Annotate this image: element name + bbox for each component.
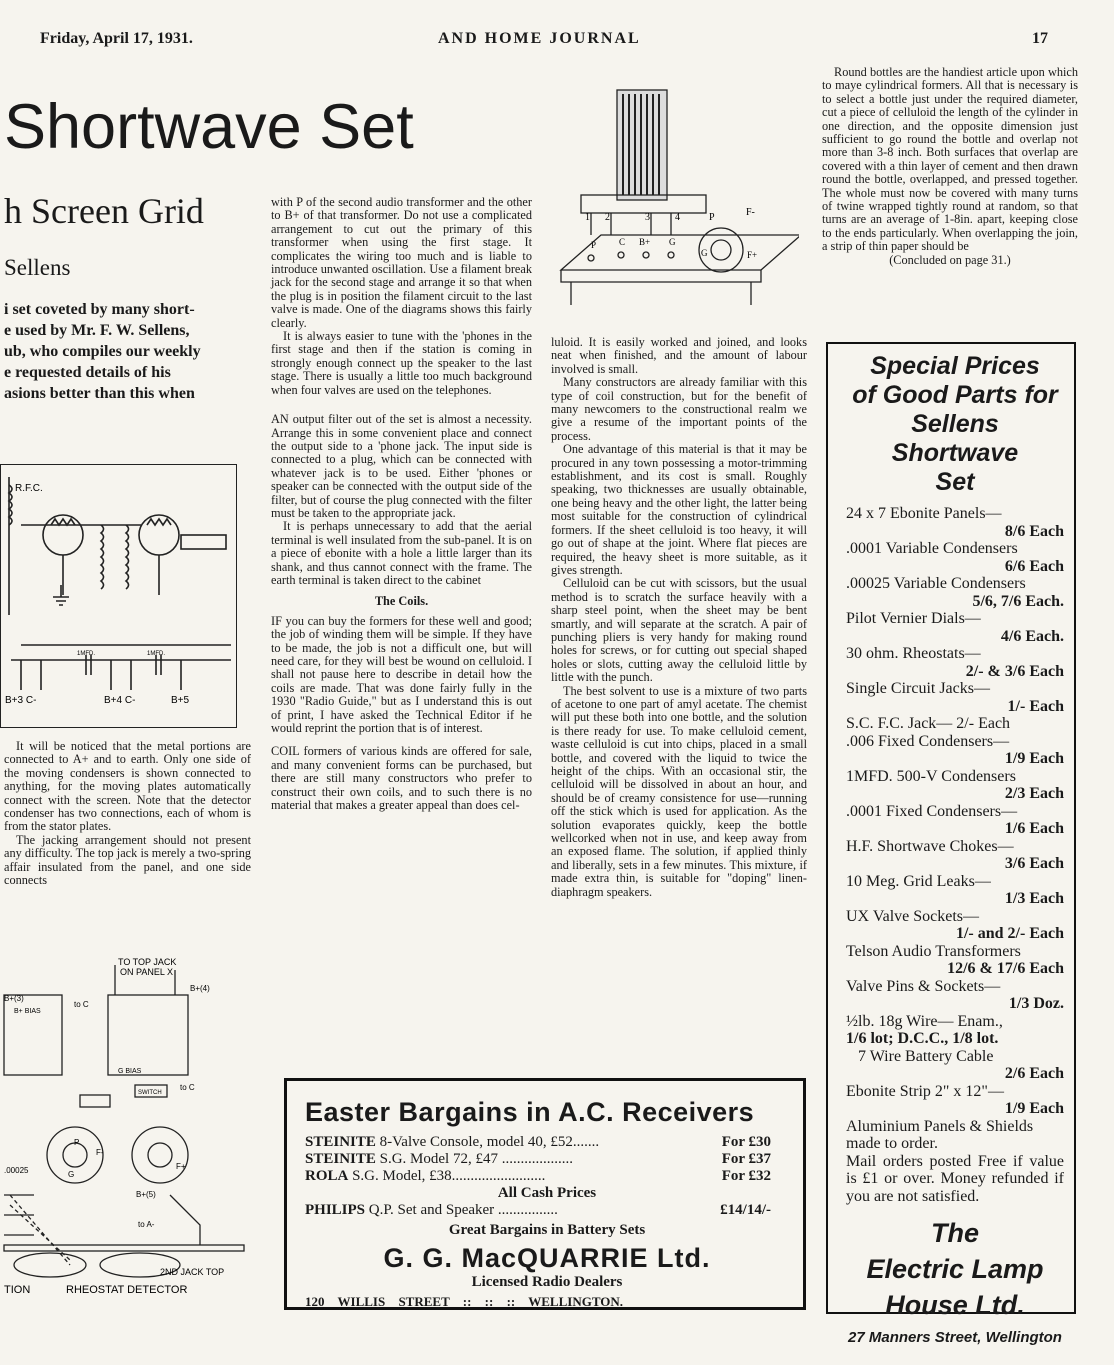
- paragraph: It will be noticed that the metal portions are connected to A+ and to earth. Only one side of the moving condensers is shown connected to anything, for the moving plates automatically connect with the screen. Note that the detector condenser has two connections, each of whom is from the stator plates.: [4, 739, 251, 834]
- paragraph: Round bottles are the handiest article upon which to maye cylindrical formers. All that is necessary is to select a bottle just under the required diameter, cut a piece of celluloid the length of the cylinder in one direction, and the opposite dimension just sufficient to go round the bottle and overlap not more than 3-8 inch. Both surfaces that overlap are covered with a thin layer of cement and then drawn round the bottle, overlapped, and pressed together. The whole must now be covered with many turns of twine wrapped tightly round at random, so that turns are an average of 1-8in. apart, keeping close to the ends particularly. When overlapping the join, a strip of thin paper should be: [822, 65, 1078, 254]
- cable-item: 7 Wire Battery Cable: [858, 1047, 994, 1065]
- price-item-cost: 3/6 Each: [1004, 855, 1064, 872]
- price-item-name: Telson Audio Transformers: [846, 942, 1021, 960]
- column-1-text: [4, 740, 251, 887]
- schematic-drawing: [1, 465, 236, 727]
- receiver-desc: S.G. Model 72, £47 ...................: [375, 1151, 573, 1167]
- issue-date: Friday, April 17, 1931.: [40, 30, 193, 47]
- section-heading-coils: The Coils.: [374, 594, 429, 609]
- receiver-row: [305, 1151, 789, 1168]
- receiver-row: [305, 1134, 789, 1151]
- price-item-name: Pilot Vernier Dials—: [846, 610, 981, 627]
- price-item-name: Valve Pins & Sockets—: [846, 977, 1001, 995]
- ad-title-line: Set: [935, 468, 975, 496]
- receiver-price: For £32: [721, 1168, 771, 1184]
- label: 3: [645, 212, 650, 223]
- price-item-cost: 4/6 Each.: [1000, 627, 1064, 645]
- coil-illustration: [551, 70, 799, 332]
- dealer-licensed: Licensed Radio Dealers: [471, 1274, 623, 1290]
- paragraph: COIL formers of various kinds are offered for sale, and many convenient forms can be purchased, but there are still many constructors who prefer to construct their own coils, and to such there is no material that makes a greater appeal than does cel-: [271, 744, 532, 813]
- label: G: [669, 237, 676, 247]
- price-item-name: 30 ohm. Rheostats—: [846, 645, 981, 662]
- price-item-name: H.F. Shortwave Chokes—: [846, 837, 1014, 855]
- label: TO TOP JACK: [118, 957, 177, 967]
- price-item-cost: 2/- & 3/6 Each: [965, 662, 1064, 680]
- label: G: [701, 248, 708, 258]
- page-header: [0, 30, 1114, 54]
- wire-line-1: ½lb. 18g Wire— Enam.,: [846, 1012, 1003, 1030]
- masthead-title: AND HOME JOURNAL: [438, 30, 641, 47]
- label: F-: [746, 207, 755, 218]
- label: P: [709, 212, 715, 223]
- price-item-name: UX Valve Sockets—: [846, 907, 980, 925]
- price-item-cost: 5/6, 7/6 Each.: [972, 592, 1064, 610]
- price-item-cost: 1/9 Each: [1004, 750, 1064, 767]
- paragraph: The jacking arrangement should not present any difficulty. The top jack is merely a two-spring affair insulated from the panel, and one side connects: [4, 832, 251, 888]
- receiver-brand: ROLA: [305, 1168, 349, 1184]
- price-list: [846, 505, 1064, 1013]
- company-line: Electric Lamp: [866, 1254, 1044, 1284]
- label: B+(4): [190, 984, 210, 993]
- intro-line: asions better than this when: [4, 385, 195, 402]
- label: B+: [639, 237, 651, 247]
- intro-line: ub, who compiles our weekly: [4, 343, 201, 360]
- price-item-name: .0001 Variable Condensers: [846, 540, 1018, 557]
- company-line: The: [930, 1218, 979, 1248]
- schematic-diagram: [0, 464, 237, 728]
- label: B+ BIAS: [14, 1008, 41, 1015]
- continued-note: (Concluded on page 31.): [889, 252, 1011, 267]
- column-3-text: [551, 336, 807, 899]
- label: P: [591, 240, 597, 250]
- label: 2ND JACK TOP: [160, 1267, 225, 1277]
- philips-desc: Q.P. Set and Speaker ................: [365, 1202, 558, 1218]
- paragraph: with P of the second audio transformer and the other to B+ of that transformer. Do not use a complicated arrangement to cut out the primary of this transformer when using the first stage. It complicates the wiring too much and is liable to introduce unwanted oscillation. Use a filament break jack for the second stage and arrange it so that when the plug is in position the filament circuit to the last valve is made. One of the diagrams shows this fairly clearly.: [271, 195, 532, 330]
- label: F+: [176, 1162, 186, 1171]
- receiver-desc: S.G. Model, £38.........................: [348, 1168, 546, 1184]
- dealer-address: 120 WILLIS STREET :: :: :: WELLINGTON.: [305, 1294, 624, 1309]
- price-item-name: 10 Meg. Grid Leaks—: [846, 872, 991, 890]
- price-item-name: 1MFD. 500-V Condensers: [846, 767, 1016, 785]
- receiver-brand: STEINITE: [305, 1151, 376, 1167]
- coil-drawing: [551, 70, 799, 332]
- price-item-cost: 6/6 Each: [1004, 557, 1064, 575]
- price-item-cost: 8/6 Each: [1004, 522, 1064, 540]
- paragraph: It is always easier to tune with the 'phones in the first stage and then if the station is coming in strongly enough connect up the speaker to the last stage. There is usually a little too much background when four valves are used on the telephones.: [271, 329, 532, 397]
- label: G: [68, 1170, 75, 1179]
- column-4-text: [822, 66, 1078, 267]
- label: F+: [747, 250, 758, 260]
- intro-line: e requested details of his: [4, 364, 171, 381]
- easter-title: Easter Bargains in A.C. Receivers: [305, 1097, 755, 1127]
- cable-price: 2/6 Each: [1004, 1065, 1064, 1082]
- label: 4: [675, 212, 680, 223]
- price-item-cost: 2/3 Each: [1004, 785, 1064, 802]
- cash-prices: All Cash Prices: [497, 1185, 597, 1201]
- company-name: [846, 1215, 1064, 1323]
- page-number: 17: [1032, 30, 1048, 47]
- label: TION: [4, 1284, 31, 1296]
- wiring-layout-diagram: [0, 955, 245, 1300]
- label: SWITCH: [138, 1090, 162, 1096]
- label: C: [619, 237, 626, 247]
- price-item-name: .00025 Variable Condensers: [846, 575, 1026, 592]
- paragraph: Celluloid can be cut with scissors, but the usual method is to scratch the surface heavily with a sharp steel point, when the sheet may be bent smartly, and will separate at the scratch. A pair of punching pliers is very handy for making round holes for screws, or for cutting out special shaped holes or slots, cutting away the celluloid little by little with the punch.: [551, 576, 807, 685]
- special-prices-ad: [826, 342, 1076, 1346]
- paragraph: luloid. It is easily worked and joined, and looks neat when finished, and the amount of labour involved is small.: [551, 335, 807, 376]
- price-item-cost: 1/- and 2/- Each: [955, 925, 1064, 942]
- ad-title-line: of Good Parts for: [852, 381, 1058, 409]
- price-item-cost: 1/- Each: [1007, 697, 1064, 715]
- philips-brand: PHILIPS: [305, 1202, 366, 1218]
- philips-price: £14/14/-: [720, 1202, 771, 1218]
- column-2-text: [271, 196, 532, 812]
- paragraph: IF you can buy the formers for these well and good; the job of winding them will be simple. If they have to be made, the job is not a difficult one, but will need care, for they will best be wound on celluloid. I shall not pause here to describe in detail how the coils are made. That was done fairly fully in the 1930 "Radio Guide," but as I understand this is out of print, I have asked the Technical Editor if he would reprint the portion that is of interest.: [271, 613, 532, 736]
- mfd-label: 1MFD.: [77, 651, 95, 657]
- price-item-cost: 1/3 Each: [1004, 890, 1064, 907]
- receiver-price: For £30: [721, 1134, 771, 1150]
- mfd-label: 1MFD.: [147, 651, 165, 657]
- paragraph: It is perhaps unnecessary to add that the aerial terminal is well insulated from the sub-panel. It is on a piece of ebonite with a hole a little larger than its shank, and thus cannot connect with the frame. The earth terminal is taken direct to the cabinet: [271, 519, 532, 587]
- article-intro: [4, 299, 224, 404]
- price-item-name: .006 Fixed Condensers—: [846, 732, 1010, 750]
- ad-title: [846, 352, 1064, 497]
- b5-label: B+5: [171, 695, 190, 706]
- label: ON PANEL X: [120, 967, 174, 977]
- ad-title-line: Special Prices: [870, 352, 1040, 380]
- philips-row: [305, 1202, 789, 1219]
- rfc-label: R.F.C.: [15, 483, 43, 494]
- label: .00025: [4, 1166, 29, 1175]
- easter-list: [305, 1134, 789, 1185]
- paragraph: The best solvent to use is a mixture of two parts of acetone to one part of amyl acetate. The chemist will put these both into one bottle, and the solution is there ready for use. To make celluloid cement, waste celluloid is cut into chips, placed in a small bottle, and covered with the liquid to twice the height of the chips. With an occasional stir, the celluloid will be dissolved in about an hour, and should be of creamy consistence for use—running off the stick which is used for application. As the solution evaporates quickly, keep the bottle wellcorked when not in use, and keep away from an exposed flame. The solution, if applied thinly and liberally, sets in a few minutes. This mixture, if made extra thin, is suitable for "doping" linen-diaphragm speakers.: [551, 683, 807, 899]
- strip-price: 1/9 Each: [1004, 1100, 1064, 1117]
- article-title: Shortwave Set: [4, 92, 414, 162]
- label: to A-: [138, 1220, 155, 1229]
- price-item-cost: 1/3 Doz.: [1008, 995, 1064, 1012]
- price-item-cost: 1/6 Each: [1004, 820, 1064, 837]
- dealer-name: G. G. MacQUARRIE Ltd.: [383, 1243, 711, 1273]
- receiver-desc: 8-Valve Console, model 40, £52.......: [375, 1134, 600, 1150]
- easter-bargains-ad: [284, 1078, 806, 1310]
- price-item-name: .0001 Fixed Condensers—: [846, 802, 1018, 820]
- intro-line: i set coveted by many short-: [4, 301, 195, 318]
- intro-line: e used by Mr. F. W. Sellens,: [4, 322, 190, 339]
- price-item-name: S.C. F.C. Jack— 2/- Each: [846, 715, 1011, 732]
- receiver-price: For £37: [721, 1151, 771, 1167]
- wiring-drawing: [0, 955, 245, 1300]
- label: B+(3): [4, 994, 24, 1003]
- label: B+(5): [136, 1190, 156, 1199]
- label: RHEOSTAT DETECTOR: [66, 1284, 188, 1296]
- paragraph: AN output filter out of the set is almost a necessity. Arrange this in some convenient place and connect the output side to a 'phone jack. The input side is connected to a plug, which can be connected with whatever jack is to be used. Either 'phones or speaker can be connected with the output side of the filter, but of course the plug connected with the filter must be taken to the appropriate jack.: [271, 412, 532, 520]
- receiver-brand: STEINITE: [305, 1134, 376, 1150]
- mail-order-note: Mail orders posted Free if value is £1 or over. Money refunded if you are not satisfied.: [846, 1152, 1064, 1205]
- company-address: 27 Manners Street, Wellington: [848, 1329, 1062, 1346]
- receiver-row: [305, 1168, 789, 1185]
- label: F-: [96, 1148, 104, 1157]
- article-subtitle: h Screen Grid: [4, 191, 204, 231]
- label: 2: [605, 212, 610, 223]
- aluminium-item: Aluminium Panels & Shields made to order.: [846, 1117, 1034, 1152]
- article-byline: Sellens: [4, 255, 71, 280]
- label: P: [74, 1138, 80, 1147]
- b4-label: B+4 C-: [104, 695, 136, 706]
- label: G BIAS: [118, 1068, 142, 1075]
- price-item-name: 24 x 7 Ebonite Panels—: [846, 505, 1002, 522]
- label: 1: [585, 212, 590, 223]
- label: to C: [74, 1000, 89, 1009]
- label: to C: [180, 1083, 195, 1092]
- price-item-cost: 12/6 & 17/6 Each: [947, 960, 1064, 977]
- paragraph: Many constructors are already familiar with this type of coil construction, but for the benefit of many newcomers to the constructional realm we give a resume of the important points of the process.: [551, 375, 807, 443]
- ad-title-line: Sellens Shortwave: [891, 410, 1019, 467]
- strip-item: Ebonite Strip 2" x 12"—: [846, 1082, 1004, 1100]
- b3-label: B+3 C-: [5, 695, 37, 706]
- battery-bargains: Great Bargains in Battery Sets: [448, 1222, 646, 1238]
- paragraph: One advantage of this material is that it may be procured in any town possessing a motor-trimming establishment, and its cost is small. Roughly speaking, two thicknesses are usually obtainable, one being heavy and the other light, the latter being most suitable for the construction of cylindrical formers. If the sheet celluloid is too heavy, it will go out of shape at the joint. Where flat pieces are required, the heavy sheet is more suitable, as it gives strength.: [551, 442, 807, 577]
- company-line: House Ltd.: [885, 1290, 1025, 1320]
- price-item-name: Single Circuit Jacks—: [846, 680, 990, 697]
- wire-line-2: 1/6 lot; D.C.C., 1/8 lot.: [846, 1030, 999, 1047]
